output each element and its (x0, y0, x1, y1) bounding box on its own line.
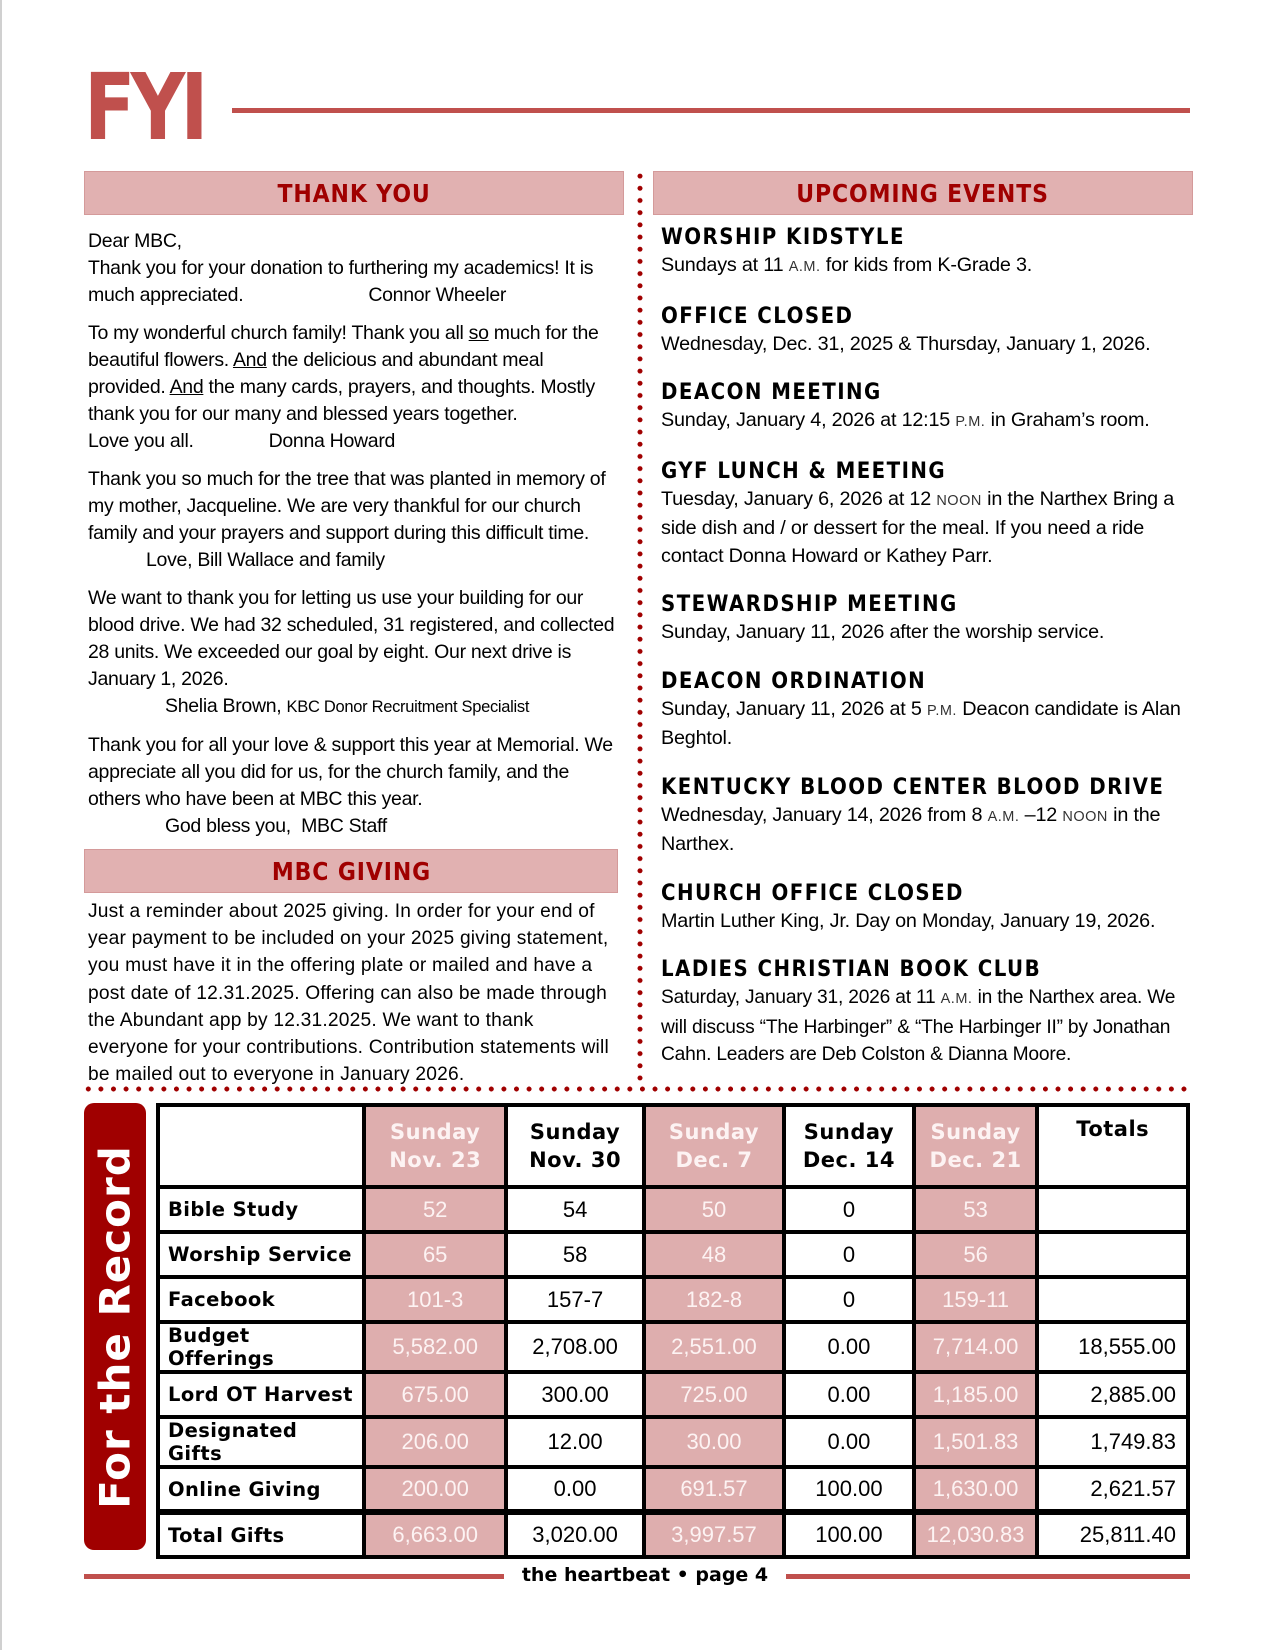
event-title: OFFICE CLOSED (661, 303, 854, 329)
event-text: Tuesday, January 6, 2026 at 12 (661, 487, 937, 510)
row-label: Total Gifts (158, 1512, 364, 1557)
for-the-record-tab (84, 1103, 146, 1550)
time-suffix: A.M. (987, 808, 1020, 825)
row-label: Designated Gifts (158, 1417, 364, 1467)
row-label: Facebook (158, 1277, 364, 1322)
column-header-totals (1037, 1105, 1188, 1187)
value-cell: 0.00 (784, 1322, 914, 1372)
event-item (661, 379, 1201, 437)
column-header-line: Dec. 7 (675, 1148, 753, 1172)
page-title: FYI (84, 54, 204, 161)
event-text: Saturday, January 31, 2026 at 11 (661, 987, 941, 1008)
value-cell: 0.00 (784, 1417, 914, 1467)
record-table (156, 1103, 1190, 1559)
total-cell: 1,749.83 (1037, 1417, 1188, 1467)
value-cell: 2,708.00 (506, 1322, 643, 1372)
value-cell: 0 (784, 1232, 914, 1277)
value-cell: 159-11 (914, 1277, 1038, 1322)
value-cell: 30.00 (644, 1417, 784, 1467)
underlined-word: And (232, 349, 267, 371)
column-header-line: Nov. 30 (529, 1148, 622, 1172)
value-cell: 0.00 (506, 1467, 643, 1512)
total-cell (1037, 1232, 1188, 1277)
event-title: KENTUCKY BLOOD CENTER BLOOD DRIVE (661, 774, 1165, 800)
event-item (661, 956, 1201, 1069)
event-item (661, 591, 1201, 647)
value-cell: 53 (914, 1187, 1038, 1232)
value-cell: 300.00 (506, 1372, 643, 1417)
value-cell: 54 (506, 1187, 643, 1232)
column-header (914, 1105, 1038, 1187)
column-header (784, 1105, 914, 1187)
note-line (88, 282, 620, 309)
row-label: Worship Service (158, 1232, 364, 1277)
note-donna (88, 320, 620, 455)
mbc-giving-text: Just a reminder about 2025 giving. In order for your end of year payment to be included on your 2025 giving statement, you must have it in the offering plate or mailed and have a post date of 12.31.2025. Offering can also be made through the Abundant app by 12.31.2025. We want to thank everyone for your contributions. Contribution statements will be mailed out to everyone in January 2026. (88, 901, 609, 1086)
note-line: Dear MBC, (88, 230, 182, 252)
column-header-line: Sunday (529, 1120, 621, 1144)
note-shelia (88, 585, 620, 721)
value-cell: 48 (644, 1232, 784, 1277)
time-suffix: NOON (936, 492, 982, 509)
column-header (644, 1105, 784, 1187)
value-cell: 52 (364, 1187, 506, 1232)
event-body (661, 407, 1201, 437)
event-text: Deacon candidate is Alan Beghtol. (661, 697, 1181, 749)
event-title: LADIES CHRISTIAN BOOK CLUB (661, 957, 1042, 982)
note-text: Thank you so much for the tree that was planted in memory of my mother, Jacqueline. We are very thankful for our church family and your prayers and support during this difficult time. (88, 468, 606, 544)
footer-rule-left (84, 1574, 504, 1579)
event-title: WORSHIP KIDSTYLE (661, 225, 905, 250)
note-text (88, 320, 620, 428)
table-row (158, 1277, 1188, 1322)
value-cell: 0 (784, 1277, 914, 1322)
value-cell: 0 (784, 1187, 914, 1232)
note-line: Thank you for your donation to furthering my academics! It is (88, 257, 594, 279)
column-header-line: Dec. 21 (929, 1148, 1022, 1172)
table-row (158, 1372, 1188, 1417)
thank-you-heading: THANK YOU (277, 179, 431, 208)
event-text: Wednesday, January 14, 2026 from 8 (661, 803, 988, 826)
value-cell: 1,185.00 (914, 1372, 1038, 1417)
value-cell: 157-7 (506, 1277, 643, 1322)
note-bill (88, 466, 620, 574)
event-body (661, 252, 1201, 282)
value-cell: 691.57 (644, 1467, 784, 1512)
note-text: Thank you for all your love & support this year at Memorial. We appreciate all you did for us, for the church family, and the others who have been at MBC this year. (88, 734, 613, 810)
time-suffix: A.M. (788, 259, 821, 275)
value-cell: 206.00 (364, 1417, 506, 1467)
value-cell: 2,551.00 (644, 1322, 784, 1372)
table-row (158, 1322, 1188, 1372)
value-cell: 56 (914, 1232, 1038, 1277)
event-body: Martin Luther King, Jr. Day on Monday, January 19, 2026. (661, 909, 1156, 932)
time-suffix: P.M. (955, 414, 986, 430)
signature: Shelia Brown, (165, 695, 282, 717)
event-text: –12 (1019, 803, 1063, 826)
column-header (364, 1105, 506, 1187)
table-row (158, 1417, 1188, 1467)
corner-cell (158, 1105, 364, 1187)
column-divider (637, 170, 643, 1082)
note-segment: much for the beautiful flowers. (88, 322, 599, 371)
upcoming-events-header (653, 171, 1193, 215)
event-title: CHURCH OFFICE CLOSED (661, 880, 964, 906)
events-list (661, 224, 1201, 1090)
event-text: in the Narthex area. We will discuss “The Harbinger” & “The Harbinger II” by Jonathan Cahn. Leaders are Deb Colston & Dianna Moore. (661, 987, 1176, 1065)
thank-you-notes (88, 228, 620, 851)
event-title: DEACON MEETING (661, 380, 882, 405)
footer-text: the heartbeat • page 4 (521, 1564, 769, 1586)
event-title: GYF LUNCH & MEETING (661, 458, 947, 484)
note-line (88, 693, 620, 721)
value-cell: 7,714.00 (914, 1322, 1038, 1372)
note-text: We want to thank you for letting us use your building for our blood drive. We had 32 scheduled, 31 registered, and collected 28 units. We exceeded our goal by eight. Our next drive is January 1, 2026. (88, 587, 615, 690)
column-header-line: Dec. 14 (802, 1148, 895, 1172)
for-the-record-label: For the Record (90, 1145, 140, 1509)
underlined-word: And (169, 376, 204, 398)
page-edge (0, 0, 2, 1650)
note-line (88, 428, 620, 455)
note-segment: the delicious and abundant meal provided. (88, 349, 544, 398)
value-cell: 65 (364, 1232, 506, 1277)
value-cell: 6,663.00 (364, 1512, 506, 1557)
event-body (661, 984, 1201, 1069)
event-body: Wednesday, Dec. 31, 2025 & Thursday, January 1, 2026. (661, 332, 1151, 355)
event-item (661, 458, 1201, 571)
note-text: much appreciated. (88, 284, 244, 306)
value-cell: 1,630.00 (914, 1467, 1038, 1512)
total-cell (1037, 1187, 1188, 1232)
title-rule (232, 108, 1190, 113)
column-header-line: Sunday (930, 1120, 1021, 1144)
event-item (661, 668, 1201, 753)
value-cell: 58 (506, 1232, 643, 1277)
event-item (661, 303, 1201, 359)
closing: Love you all. (88, 430, 194, 452)
note-segment: To my wonderful church family! Thank you all (88, 322, 469, 344)
note-connor (88, 228, 620, 309)
signature-title: KBC Donor Recruitment Specialist (286, 698, 530, 716)
column-header-line: Sunday (668, 1120, 760, 1144)
event-item (661, 774, 1201, 859)
event-text: in Graham’s room. (985, 409, 1150, 431)
value-cell: 182-8 (644, 1277, 784, 1322)
value-cell: 5,582.00 (364, 1322, 506, 1372)
signature: God bless you, MBC Staff (165, 815, 387, 837)
row-label: Lord OT Harvest (158, 1372, 364, 1417)
signature: Love, Bill Wallace and family (146, 549, 385, 571)
event-text: Sundays at 11 (661, 254, 789, 276)
value-cell: 675.00 (364, 1372, 506, 1417)
total-cell: 25,811.40 (1037, 1512, 1188, 1557)
record-body (158, 1187, 1188, 1557)
note-segment: the many cards, prayers, and thoughts. Mostly thank you for our many and blessed years together. (88, 376, 595, 425)
total-cell: 2,885.00 (1037, 1372, 1188, 1417)
event-text: in the Narthex Bring a side dish and / or dessert for the meal. If you need a ride contact Donna Howard or Kathey Parr. (661, 487, 1175, 567)
upcoming-events-heading: UPCOMING EVENTS (796, 179, 1050, 208)
event-text: Sunday, January 11, 2026 at 5 (661, 697, 928, 720)
signature: Donna Howard (268, 430, 396, 452)
total-cell: 2,621.57 (1037, 1467, 1188, 1512)
thank-you-header (84, 171, 624, 215)
column-header-line: Sunday (390, 1120, 481, 1144)
row-label: Online Giving (158, 1467, 364, 1512)
underlined-word: so (468, 322, 489, 344)
event-item (661, 224, 1201, 282)
signature: Connor Wheeler (368, 284, 507, 306)
mbc-giving-header (84, 849, 618, 893)
value-cell: 0.00 (784, 1372, 914, 1417)
value-cell: 101-3 (364, 1277, 506, 1322)
value-cell: 12,030.83 (914, 1512, 1038, 1557)
total-cell (1037, 1277, 1188, 1322)
time-suffix: A.M. (940, 991, 973, 1007)
footer-rule-right (786, 1574, 1190, 1579)
value-cell: 100.00 (784, 1467, 914, 1512)
column-header-line: Sunday (803, 1120, 895, 1144)
table-row (158, 1467, 1188, 1512)
event-text: in the Narthex. (661, 803, 1161, 855)
table-row (158, 1232, 1188, 1277)
event-body: Sunday, January 11, 2026 after the worship service. (661, 621, 1105, 643)
event-item (661, 880, 1201, 936)
value-cell: 12.00 (506, 1417, 643, 1467)
value-cell: 1,501.83 (914, 1417, 1038, 1467)
value-cell: 200.00 (364, 1467, 506, 1512)
value-cell: 3,997.57 (644, 1512, 784, 1557)
row-label: Budget Offerings (158, 1322, 364, 1372)
column-header (506, 1105, 643, 1187)
column-header-line: Nov. 23 (389, 1148, 482, 1172)
row-label: Bible Study (158, 1187, 364, 1232)
event-body (661, 486, 1201, 571)
mbc-giving-heading: MBC GIVING (271, 857, 431, 886)
table-header-row (158, 1105, 1188, 1187)
value-cell: 50 (644, 1187, 784, 1232)
value-cell: 100.00 (784, 1512, 914, 1557)
table-row (158, 1187, 1188, 1232)
time-suffix: P.M. (927, 702, 957, 719)
event-text: for kids from K-Grade 3. (820, 254, 1033, 276)
total-cell: 18,555.00 (1037, 1322, 1188, 1372)
event-body (661, 802, 1201, 859)
event-title: DEACON ORDINATION (661, 668, 927, 694)
event-body (661, 696, 1201, 753)
note-staff (88, 732, 620, 840)
table-row (158, 1512, 1188, 1557)
value-cell: 3,020.00 (506, 1512, 643, 1557)
column-header-line: Totals (1076, 1117, 1150, 1141)
time-suffix: NOON (1062, 808, 1108, 825)
value-cell: 725.00 (644, 1372, 784, 1417)
event-title: STEWARDSHIP MEETING (661, 592, 958, 617)
event-text: Sunday, January 4, 2026 at 12:15 (661, 409, 956, 431)
